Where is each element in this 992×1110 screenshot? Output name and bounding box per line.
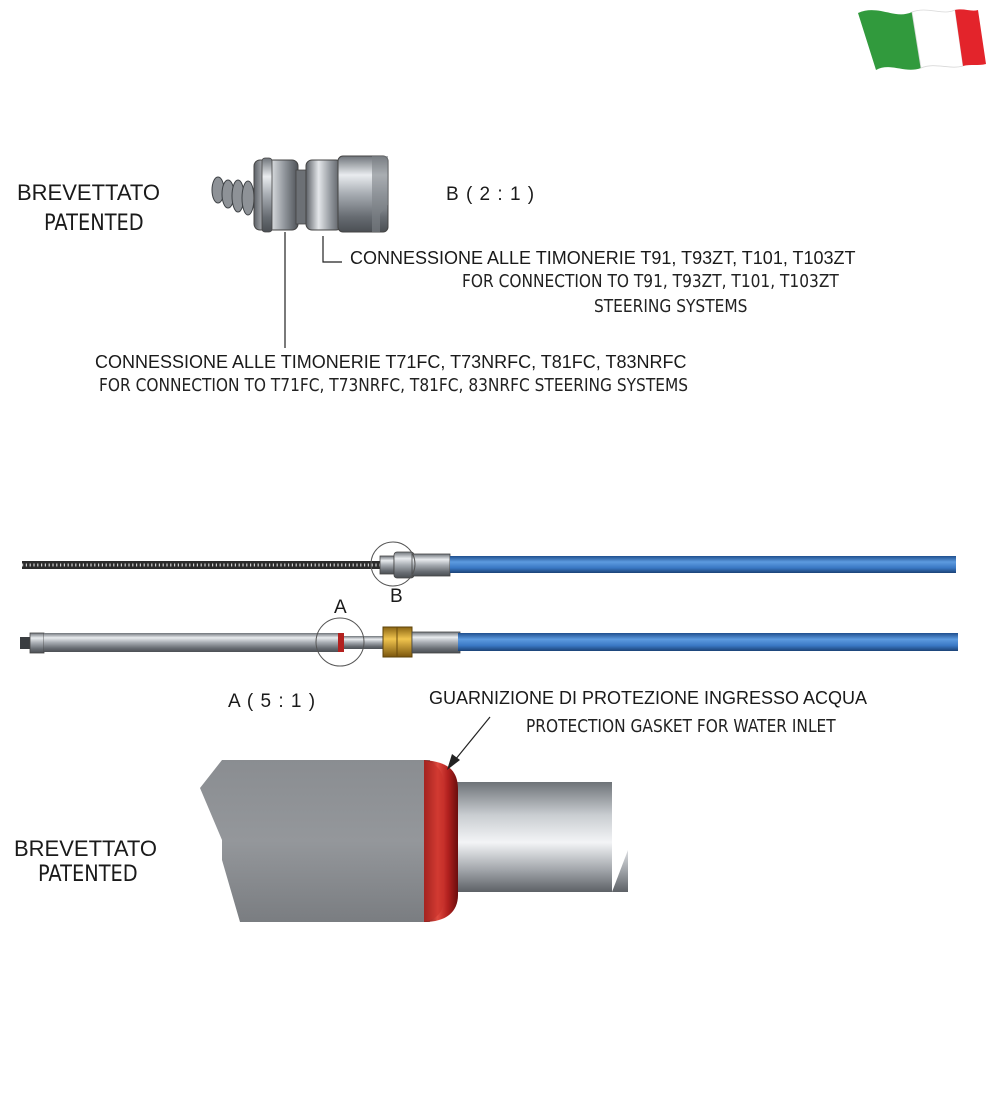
marker-a: A — [334, 597, 347, 618]
fitting-detail-a — [200, 760, 628, 922]
marker-b: B — [390, 586, 403, 607]
leader-arrow-gasket — [447, 717, 490, 770]
callout-connection-2-en: FOR CONNECTION TO T71FC, T73NRFC, T81FC, 83NRFC STEERING SYSTEMS — [99, 376, 689, 396]
spring-coil — [212, 177, 254, 215]
leader-line-connection-1 — [323, 236, 342, 262]
callout-connection-1-en-1: FOR CONNECTION TO T91, T93ZT, T101, T103ZT — [462, 272, 839, 292]
italian-flag-icon — [858, 9, 986, 70]
callout-connection-1-it: CONNESSIONE ALLE TIMONERIE T91, T93ZT, T101, T103ZT — [350, 248, 856, 268]
cable-lower — [20, 618, 958, 666]
callout-connection-2-it: CONNESSIONE ALLE TIMONERIE T71FC, T73NRFC, T81FC, T83NRFC — [95, 352, 687, 372]
fitting-detail-b — [212, 156, 388, 232]
cable-upper — [22, 542, 956, 586]
patented-label-a-en: PATENTED — [38, 862, 138, 887]
patented-label-a-it: BREVETTATO — [14, 836, 158, 861]
patented-label-it: BREVETTATO — [17, 180, 161, 205]
gasket-label-en: PROTECTION GASKET FOR WATER INLET — [526, 717, 836, 737]
detail-a-scale: A ( 5 : 1 ) — [228, 691, 317, 712]
detail-b-scale: B ( 2 : 1 ) — [446, 184, 536, 205]
gasket-label-it: GUARNIZIONE DI PROTEZIONE INGRESSO ACQUA — [429, 688, 868, 708]
callout-connection-1-en-2: STEERING SYSTEMS — [594, 297, 748, 317]
patented-label-en: PATENTED — [44, 211, 144, 236]
